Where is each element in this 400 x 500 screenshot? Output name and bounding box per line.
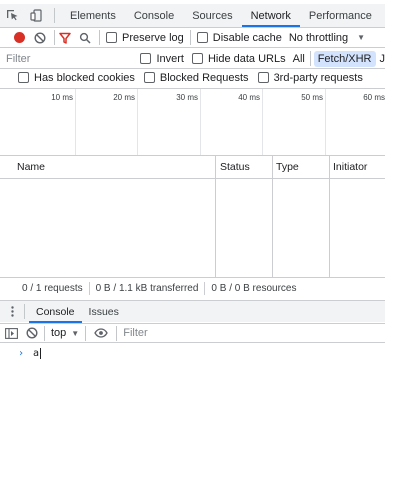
clear-console-icon[interactable]: [22, 327, 42, 339]
transferred-size: 0 B / 1.1 kB transferred: [95, 282, 199, 294]
third-party-checkbox[interactable]: [258, 72, 269, 83]
tab-performance[interactable]: Performance: [308, 9, 372, 22]
disable-cache-label: Disable cache: [212, 31, 282, 44]
prompt-chevron-icon: ›: [18, 347, 25, 359]
toolbar-divider: [85, 326, 86, 341]
column-divider[interactable]: [272, 156, 273, 278]
summary-divider: [89, 282, 90, 295]
tab-elements[interactable]: Elements: [70, 9, 116, 22]
search-icon[interactable]: [79, 32, 99, 44]
text-cursor: [40, 348, 41, 359]
column-header-name[interactable]: Name: [17, 161, 46, 173]
drawer-tab-console[interactable]: Console: [29, 301, 82, 323]
clear-icon[interactable]: [34, 32, 54, 44]
toolbar-divider: [116, 326, 117, 341]
tab-network[interactable]: Network: [242, 4, 300, 27]
column-divider[interactable]: [329, 156, 330, 278]
hide-data-urls-checkbox[interactable]: [192, 53, 203, 64]
filter-placeholder: Filter: [6, 52, 31, 65]
drawer-tab-bar: [0, 300, 385, 322]
has-blocked-cookies-label: Has blocked cookies: [34, 71, 135, 84]
filter-js-button[interactable]: J: [379, 52, 385, 65]
request-table: [0, 155, 385, 277]
timeline-tick: 60 ms: [363, 93, 385, 102]
timeline-gridline: [137, 89, 138, 155]
filter-funnel-icon[interactable]: [59, 32, 79, 44]
drawer-menu-icon[interactable]: [0, 306, 24, 317]
toolbar-divider-line: [0, 47, 385, 48]
timeline-gridline: [200, 89, 201, 155]
blocked-requests-label: Blocked Requests: [159, 71, 249, 84]
record-icon[interactable]: [14, 32, 34, 43]
console-input-text: a: [33, 347, 40, 359]
third-party-label: 3rd-party requests: [273, 71, 363, 84]
sidebar-toggle-icon[interactable]: [0, 328, 22, 339]
eye-icon[interactable]: [92, 328, 110, 338]
tab-console[interactable]: Console: [133, 9, 175, 22]
preserve-log-label: Preserve log: [122, 31, 184, 44]
toolbar-divider: [190, 30, 191, 45]
status-summary-bar: [0, 277, 385, 298]
requests-count: 0 / 1 requests: [22, 282, 83, 294]
filter-all-button[interactable]: All: [292, 52, 305, 65]
resources-size: 0 B / 0 B resources: [211, 282, 297, 294]
network-overview-timeline[interactable]: [0, 88, 385, 154]
filter-input[interactable]: [0, 49, 120, 68]
toolbar-divider: [24, 304, 25, 319]
timeline-gridline: [262, 89, 263, 155]
context-value: top: [51, 327, 67, 339]
chevron-down-icon: ▼: [71, 328, 80, 338]
preserve-log-checkbox[interactable]: [106, 32, 117, 43]
filter-fetch-xhr-button[interactable]: Fetch/XHR: [314, 51, 376, 67]
drawer-tab-issues[interactable]: Issues: [88, 305, 119, 318]
timeline-tick: 50 ms: [301, 93, 323, 102]
device-toolbar-icon[interactable]: [24, 4, 48, 27]
timeline-tick: 30 ms: [176, 93, 198, 102]
throttling-value: No throttling: [288, 31, 349, 44]
timeline-gridline: [75, 89, 76, 155]
toolbar-divider: [310, 51, 311, 66]
column-divider[interactable]: [215, 156, 216, 278]
blocked-row: [0, 69, 385, 86]
toolbar-divider: [99, 30, 100, 45]
console-prompt[interactable]: [0, 345, 385, 361]
console-filter-input[interactable]: Filter: [123, 327, 148, 339]
hide-data-urls-label: Hide data URLs: [207, 52, 286, 65]
column-header-status[interactable]: Status: [220, 161, 250, 173]
main-tab-bar: [0, 4, 385, 27]
throttling-select[interactable]: [289, 32, 365, 44]
timeline-gridline: [325, 89, 326, 155]
timeline-tick: 40 ms: [238, 93, 260, 102]
column-header-type[interactable]: Type: [276, 161, 299, 173]
inspect-element-icon[interactable]: [0, 4, 24, 27]
toolbar-divider: [54, 30, 55, 45]
tab-sources[interactable]: Sources: [192, 9, 233, 22]
timeline-tick: 10 ms: [51, 93, 73, 102]
summary-divider: [204, 282, 205, 295]
has-blocked-cookies-checkbox[interactable]: [18, 72, 29, 83]
table-header-divider: [0, 178, 385, 179]
invert-checkbox[interactable]: [140, 53, 151, 64]
toolbar-divider: [44, 326, 45, 341]
toolbar-divider: [54, 8, 55, 23]
filter-row: [0, 49, 385, 68]
context-select[interactable]: [51, 327, 79, 339]
chevron-down-icon: ▼: [357, 33, 366, 42]
invert-label: Invert: [156, 52, 184, 65]
column-header-initiator[interactable]: Initiator: [333, 161, 368, 173]
network-toolbar: [0, 28, 385, 47]
blocked-requests-checkbox[interactable]: [144, 72, 155, 83]
timeline-tick: 20 ms: [113, 93, 135, 102]
disable-cache-checkbox[interactable]: [197, 32, 208, 43]
console-toolbar: [0, 323, 385, 343]
